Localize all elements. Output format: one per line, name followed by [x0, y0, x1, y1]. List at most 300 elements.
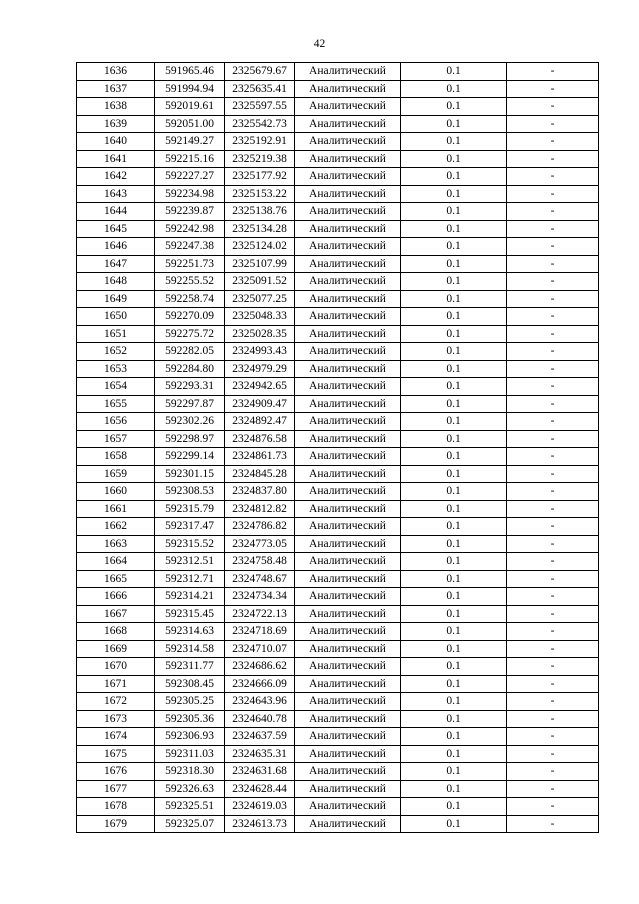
y-coordinate-cell: 2324861.73: [225, 448, 295, 466]
accuracy-cell: 0.1: [401, 710, 507, 728]
table-row: [77, 273, 599, 291]
y-coordinate-cell: 2325597.55: [225, 98, 295, 116]
point-number-cell: 1679: [77, 815, 155, 833]
point-number-cell: 1642: [77, 168, 155, 186]
accuracy-cell: 0.1: [401, 63, 507, 81]
accuracy-cell: 0.1: [401, 640, 507, 658]
point-number-cell: 1644: [77, 203, 155, 221]
point-number-cell: 1650: [77, 308, 155, 326]
table-row: [77, 308, 599, 326]
table-row: [77, 745, 599, 763]
point-number-cell: 1656: [77, 413, 155, 431]
y-coordinate-cell: 2325124.02: [225, 238, 295, 256]
x-coordinate-cell: 592215.16: [155, 150, 225, 168]
accuracy-cell: 0.1: [401, 448, 507, 466]
accuracy-cell: 0.1: [401, 815, 507, 833]
note-cell: -: [507, 413, 599, 431]
point-number-cell: 1677: [77, 780, 155, 798]
method-cell: Аналитический: [295, 728, 401, 746]
method-cell: Аналитический: [295, 220, 401, 238]
x-coordinate-cell: 592312.51: [155, 553, 225, 571]
table-row: [77, 623, 599, 641]
method-cell: Аналитический: [295, 483, 401, 501]
method-cell: Аналитический: [295, 675, 401, 693]
accuracy-cell: 0.1: [401, 238, 507, 256]
method-cell: Аналитический: [295, 185, 401, 203]
point-number-cell: 1637: [77, 80, 155, 98]
y-coordinate-cell: 2325153.22: [225, 185, 295, 203]
x-coordinate-cell: 592312.71: [155, 570, 225, 588]
table-row: [77, 238, 599, 256]
note-cell: -: [507, 63, 599, 81]
x-coordinate-cell: 592019.61: [155, 98, 225, 116]
table-row: [77, 395, 599, 413]
x-coordinate-cell: 592315.79: [155, 500, 225, 518]
point-number-cell: 1669: [77, 640, 155, 658]
point-number-cell: 1678: [77, 798, 155, 816]
method-cell: Аналитический: [295, 238, 401, 256]
x-coordinate-cell: 592308.45: [155, 675, 225, 693]
table-row: [77, 553, 599, 571]
y-coordinate-cell: 2324686.62: [225, 658, 295, 676]
table-row: [77, 220, 599, 238]
y-coordinate-cell: 2324643.96: [225, 693, 295, 711]
point-number-cell: 1651: [77, 325, 155, 343]
method-cell: Аналитический: [295, 658, 401, 676]
point-number-cell: 1646: [77, 238, 155, 256]
note-cell: -: [507, 325, 599, 343]
note-cell: -: [507, 518, 599, 536]
accuracy-cell: 0.1: [401, 570, 507, 588]
accuracy-cell: 0.1: [401, 483, 507, 501]
x-coordinate-cell: 592284.80: [155, 360, 225, 378]
table-row: [77, 570, 599, 588]
y-coordinate-cell: 2324637.59: [225, 728, 295, 746]
y-coordinate-cell: 2324748.67: [225, 570, 295, 588]
point-number-cell: 1673: [77, 710, 155, 728]
coordinates-table-body: [77, 63, 599, 833]
accuracy-cell: 0.1: [401, 413, 507, 431]
table-row: [77, 710, 599, 728]
accuracy-cell: 0.1: [401, 185, 507, 203]
accuracy-cell: 0.1: [401, 168, 507, 186]
method-cell: Аналитический: [295, 273, 401, 291]
method-cell: Аналитический: [295, 798, 401, 816]
y-coordinate-cell: 2325028.35: [225, 325, 295, 343]
accuracy-cell: 0.1: [401, 763, 507, 781]
accuracy-cell: 0.1: [401, 220, 507, 238]
y-coordinate-cell: 2324876.58: [225, 430, 295, 448]
x-coordinate-cell: 592325.51: [155, 798, 225, 816]
note-cell: -: [507, 290, 599, 308]
accuracy-cell: 0.1: [401, 343, 507, 361]
x-coordinate-cell: 592302.26: [155, 413, 225, 431]
coordinates-table: [76, 62, 599, 833]
table-row: [77, 378, 599, 396]
note-cell: -: [507, 570, 599, 588]
x-coordinate-cell: 592247.38: [155, 238, 225, 256]
accuracy-cell: 0.1: [401, 553, 507, 571]
x-coordinate-cell: 592305.25: [155, 693, 225, 711]
note-cell: -: [507, 80, 599, 98]
accuracy-cell: 0.1: [401, 395, 507, 413]
table-row: [77, 780, 599, 798]
table-row: [77, 605, 599, 623]
note-cell: -: [507, 238, 599, 256]
y-coordinate-cell: 2324845.28: [225, 465, 295, 483]
point-number-cell: 1662: [77, 518, 155, 536]
point-number-cell: 1638: [77, 98, 155, 116]
accuracy-cell: 0.1: [401, 150, 507, 168]
table-row: [77, 80, 599, 98]
note-cell: -: [507, 658, 599, 676]
y-coordinate-cell: 2324909.47: [225, 395, 295, 413]
method-cell: Аналитический: [295, 815, 401, 833]
x-coordinate-cell: 592251.73: [155, 255, 225, 273]
table-row: [77, 763, 599, 781]
note-cell: -: [507, 745, 599, 763]
point-number-cell: 1652: [77, 343, 155, 361]
method-cell: Аналитический: [295, 535, 401, 553]
method-cell: Аналитический: [295, 115, 401, 133]
x-coordinate-cell: 592317.47: [155, 518, 225, 536]
point-number-cell: 1657: [77, 430, 155, 448]
point-number-cell: 1641: [77, 150, 155, 168]
accuracy-cell: 0.1: [401, 203, 507, 221]
point-number-cell: 1666: [77, 588, 155, 606]
accuracy-cell: 0.1: [401, 693, 507, 711]
method-cell: Аналитический: [295, 325, 401, 343]
note-cell: -: [507, 150, 599, 168]
accuracy-cell: 0.1: [401, 535, 507, 553]
method-cell: Аналитический: [295, 80, 401, 98]
x-coordinate-cell: 592149.27: [155, 133, 225, 151]
table-row: [77, 658, 599, 676]
y-coordinate-cell: 2325138.76: [225, 203, 295, 221]
table-row: [77, 535, 599, 553]
table-row: [77, 430, 599, 448]
y-coordinate-cell: 2324979.29: [225, 360, 295, 378]
method-cell: Аналитический: [295, 763, 401, 781]
note-cell: -: [507, 693, 599, 711]
y-coordinate-cell: 2325091.52: [225, 273, 295, 291]
y-coordinate-cell: 2324758.48: [225, 553, 295, 571]
table-row: [77, 360, 599, 378]
accuracy-cell: 0.1: [401, 115, 507, 133]
x-coordinate-cell: 592314.58: [155, 640, 225, 658]
method-cell: Аналитический: [295, 430, 401, 448]
x-coordinate-cell: 592318.30: [155, 763, 225, 781]
accuracy-cell: 0.1: [401, 360, 507, 378]
point-number-cell: 1674: [77, 728, 155, 746]
point-number-cell: 1639: [77, 115, 155, 133]
x-coordinate-cell: 592325.07: [155, 815, 225, 833]
point-number-cell: 1665: [77, 570, 155, 588]
note-cell: -: [507, 815, 599, 833]
table-row: [77, 693, 599, 711]
table-row: [77, 518, 599, 536]
table-row: [77, 465, 599, 483]
y-coordinate-cell: 2325177.92: [225, 168, 295, 186]
note-cell: -: [507, 710, 599, 728]
x-coordinate-cell: 592234.98: [155, 185, 225, 203]
accuracy-cell: 0.1: [401, 780, 507, 798]
accuracy-cell: 0.1: [401, 745, 507, 763]
accuracy-cell: 0.1: [401, 325, 507, 343]
note-cell: -: [507, 273, 599, 291]
accuracy-cell: 0.1: [401, 98, 507, 116]
point-number-cell: 1654: [77, 378, 155, 396]
method-cell: Аналитический: [295, 413, 401, 431]
x-coordinate-cell: 592298.97: [155, 430, 225, 448]
y-coordinate-cell: 2324666.09: [225, 675, 295, 693]
table-row: [77, 185, 599, 203]
method-cell: Аналитический: [295, 360, 401, 378]
note-cell: -: [507, 780, 599, 798]
table-row: [77, 343, 599, 361]
x-coordinate-cell: 592227.27: [155, 168, 225, 186]
x-coordinate-cell: 592270.09: [155, 308, 225, 326]
x-coordinate-cell: 592242.98: [155, 220, 225, 238]
y-coordinate-cell: 2324635.31: [225, 745, 295, 763]
x-coordinate-cell: 591994.94: [155, 80, 225, 98]
x-coordinate-cell: 592306.93: [155, 728, 225, 746]
x-coordinate-cell: 592308.53: [155, 483, 225, 501]
table-row: [77, 255, 599, 273]
accuracy-cell: 0.1: [401, 80, 507, 98]
note-cell: -: [507, 640, 599, 658]
method-cell: Аналитический: [295, 693, 401, 711]
point-number-cell: 1668: [77, 623, 155, 641]
note-cell: -: [507, 168, 599, 186]
method-cell: Аналитический: [295, 553, 401, 571]
note-cell: -: [507, 203, 599, 221]
table-row: [77, 448, 599, 466]
table-row: [77, 413, 599, 431]
accuracy-cell: 0.1: [401, 290, 507, 308]
point-number-cell: 1663: [77, 535, 155, 553]
note-cell: -: [507, 98, 599, 116]
accuracy-cell: 0.1: [401, 133, 507, 151]
point-number-cell: 1643: [77, 185, 155, 203]
y-coordinate-cell: 2324722.13: [225, 605, 295, 623]
method-cell: Аналитический: [295, 780, 401, 798]
point-number-cell: 1667: [77, 605, 155, 623]
x-coordinate-cell: 592258.74: [155, 290, 225, 308]
y-coordinate-cell: 2325542.73: [225, 115, 295, 133]
y-coordinate-cell: 2324710.07: [225, 640, 295, 658]
note-cell: -: [507, 430, 599, 448]
x-coordinate-cell: 592255.52: [155, 273, 225, 291]
method-cell: Аналитический: [295, 448, 401, 466]
method-cell: Аналитический: [295, 518, 401, 536]
y-coordinate-cell: 2324619.03: [225, 798, 295, 816]
y-coordinate-cell: 2324631.68: [225, 763, 295, 781]
note-cell: -: [507, 553, 599, 571]
point-number-cell: 1660: [77, 483, 155, 501]
method-cell: Аналитический: [295, 168, 401, 186]
table-row: [77, 168, 599, 186]
y-coordinate-cell: 2324773.05: [225, 535, 295, 553]
note-cell: -: [507, 588, 599, 606]
method-cell: Аналитический: [295, 203, 401, 221]
note-cell: -: [507, 378, 599, 396]
note-cell: -: [507, 133, 599, 151]
x-coordinate-cell: 592315.45: [155, 605, 225, 623]
note-cell: -: [507, 483, 599, 501]
method-cell: Аналитический: [295, 710, 401, 728]
y-coordinate-cell: 2325192.91: [225, 133, 295, 151]
accuracy-cell: 0.1: [401, 273, 507, 291]
note-cell: -: [507, 115, 599, 133]
accuracy-cell: 0.1: [401, 728, 507, 746]
point-number-cell: 1676: [77, 763, 155, 781]
y-coordinate-cell: 2324942.65: [225, 378, 295, 396]
x-coordinate-cell: 592282.05: [155, 343, 225, 361]
x-coordinate-cell: 592315.52: [155, 535, 225, 553]
y-coordinate-cell: 2325134.28: [225, 220, 295, 238]
x-coordinate-cell: 592311.77: [155, 658, 225, 676]
note-cell: -: [507, 798, 599, 816]
x-coordinate-cell: 592326.63: [155, 780, 225, 798]
method-cell: Аналитический: [295, 640, 401, 658]
x-coordinate-cell: 592311.03: [155, 745, 225, 763]
y-coordinate-cell: 2324837.80: [225, 483, 295, 501]
point-number-cell: 1658: [77, 448, 155, 466]
method-cell: Аналитический: [295, 500, 401, 518]
point-number-cell: 1648: [77, 273, 155, 291]
point-number-cell: 1675: [77, 745, 155, 763]
point-number-cell: 1640: [77, 133, 155, 151]
point-number-cell: 1659: [77, 465, 155, 483]
table-row: [77, 815, 599, 833]
y-coordinate-cell: 2324892.47: [225, 413, 295, 431]
method-cell: Аналитический: [295, 378, 401, 396]
y-coordinate-cell: 2324640.78: [225, 710, 295, 728]
x-coordinate-cell: 592293.31: [155, 378, 225, 396]
y-coordinate-cell: 2325635.41: [225, 80, 295, 98]
table-row: [77, 588, 599, 606]
x-coordinate-cell: 592299.14: [155, 448, 225, 466]
x-coordinate-cell: 592314.21: [155, 588, 225, 606]
page-number: 42: [313, 38, 326, 50]
y-coordinate-cell: 2324734.34: [225, 588, 295, 606]
table-row: [77, 798, 599, 816]
y-coordinate-cell: 2325679.67: [225, 63, 295, 81]
table-row: [77, 98, 599, 116]
table-row: [77, 63, 599, 81]
x-coordinate-cell: 592314.63: [155, 623, 225, 641]
y-coordinate-cell: 2325077.25: [225, 290, 295, 308]
point-number-cell: 1671: [77, 675, 155, 693]
point-number-cell: 1664: [77, 553, 155, 571]
method-cell: Аналитический: [295, 133, 401, 151]
y-coordinate-cell: 2324628.44: [225, 780, 295, 798]
y-coordinate-cell: 2324993.43: [225, 343, 295, 361]
table-row: [77, 115, 599, 133]
table-row: [77, 728, 599, 746]
note-cell: -: [507, 623, 599, 641]
accuracy-cell: 0.1: [401, 465, 507, 483]
method-cell: Аналитический: [295, 395, 401, 413]
point-number-cell: 1661: [77, 500, 155, 518]
point-number-cell: 1672: [77, 693, 155, 711]
table-row: [77, 290, 599, 308]
y-coordinate-cell: 2324812.82: [225, 500, 295, 518]
x-coordinate-cell: 592301.15: [155, 465, 225, 483]
note-cell: -: [507, 185, 599, 203]
note-cell: -: [507, 255, 599, 273]
note-cell: -: [507, 360, 599, 378]
y-coordinate-cell: 2325219.38: [225, 150, 295, 168]
x-coordinate-cell: 592051.00: [155, 115, 225, 133]
table-row: [77, 640, 599, 658]
x-coordinate-cell: 591965.46: [155, 63, 225, 81]
method-cell: Аналитический: [295, 98, 401, 116]
note-cell: -: [507, 535, 599, 553]
accuracy-cell: 0.1: [401, 623, 507, 641]
accuracy-cell: 0.1: [401, 605, 507, 623]
accuracy-cell: 0.1: [401, 675, 507, 693]
method-cell: Аналитический: [295, 150, 401, 168]
accuracy-cell: 0.1: [401, 588, 507, 606]
note-cell: -: [507, 308, 599, 326]
method-cell: Аналитический: [295, 308, 401, 326]
point-number-cell: 1636: [77, 63, 155, 81]
method-cell: Аналитический: [295, 255, 401, 273]
table-row: [77, 133, 599, 151]
point-number-cell: 1649: [77, 290, 155, 308]
table-row: [77, 203, 599, 221]
note-cell: -: [507, 728, 599, 746]
point-number-cell: 1645: [77, 220, 155, 238]
y-coordinate-cell: 2325107.99: [225, 255, 295, 273]
accuracy-cell: 0.1: [401, 378, 507, 396]
note-cell: -: [507, 343, 599, 361]
method-cell: Аналитический: [295, 290, 401, 308]
accuracy-cell: 0.1: [401, 430, 507, 448]
table-row: [77, 500, 599, 518]
x-coordinate-cell: 592297.87: [155, 395, 225, 413]
table-row: [77, 675, 599, 693]
note-cell: -: [507, 605, 599, 623]
method-cell: Аналитический: [295, 343, 401, 361]
table-row: [77, 483, 599, 501]
point-number-cell: 1655: [77, 395, 155, 413]
x-coordinate-cell: 592305.36: [155, 710, 225, 728]
table-row: [77, 325, 599, 343]
y-coordinate-cell: 2324786.82: [225, 518, 295, 536]
x-coordinate-cell: 592275.72: [155, 325, 225, 343]
accuracy-cell: 0.1: [401, 798, 507, 816]
method-cell: Аналитический: [295, 63, 401, 81]
accuracy-cell: 0.1: [401, 308, 507, 326]
accuracy-cell: 0.1: [401, 255, 507, 273]
method-cell: Аналитический: [295, 605, 401, 623]
method-cell: Аналитический: [295, 570, 401, 588]
y-coordinate-cell: 2325048.33: [225, 308, 295, 326]
x-coordinate-cell: 592239.87: [155, 203, 225, 221]
note-cell: -: [507, 500, 599, 518]
method-cell: Аналитический: [295, 745, 401, 763]
note-cell: -: [507, 763, 599, 781]
y-coordinate-cell: 2324613.73: [225, 815, 295, 833]
method-cell: Аналитический: [295, 588, 401, 606]
point-number-cell: 1670: [77, 658, 155, 676]
point-number-cell: 1653: [77, 360, 155, 378]
note-cell: -: [507, 448, 599, 466]
table-row: [77, 150, 599, 168]
